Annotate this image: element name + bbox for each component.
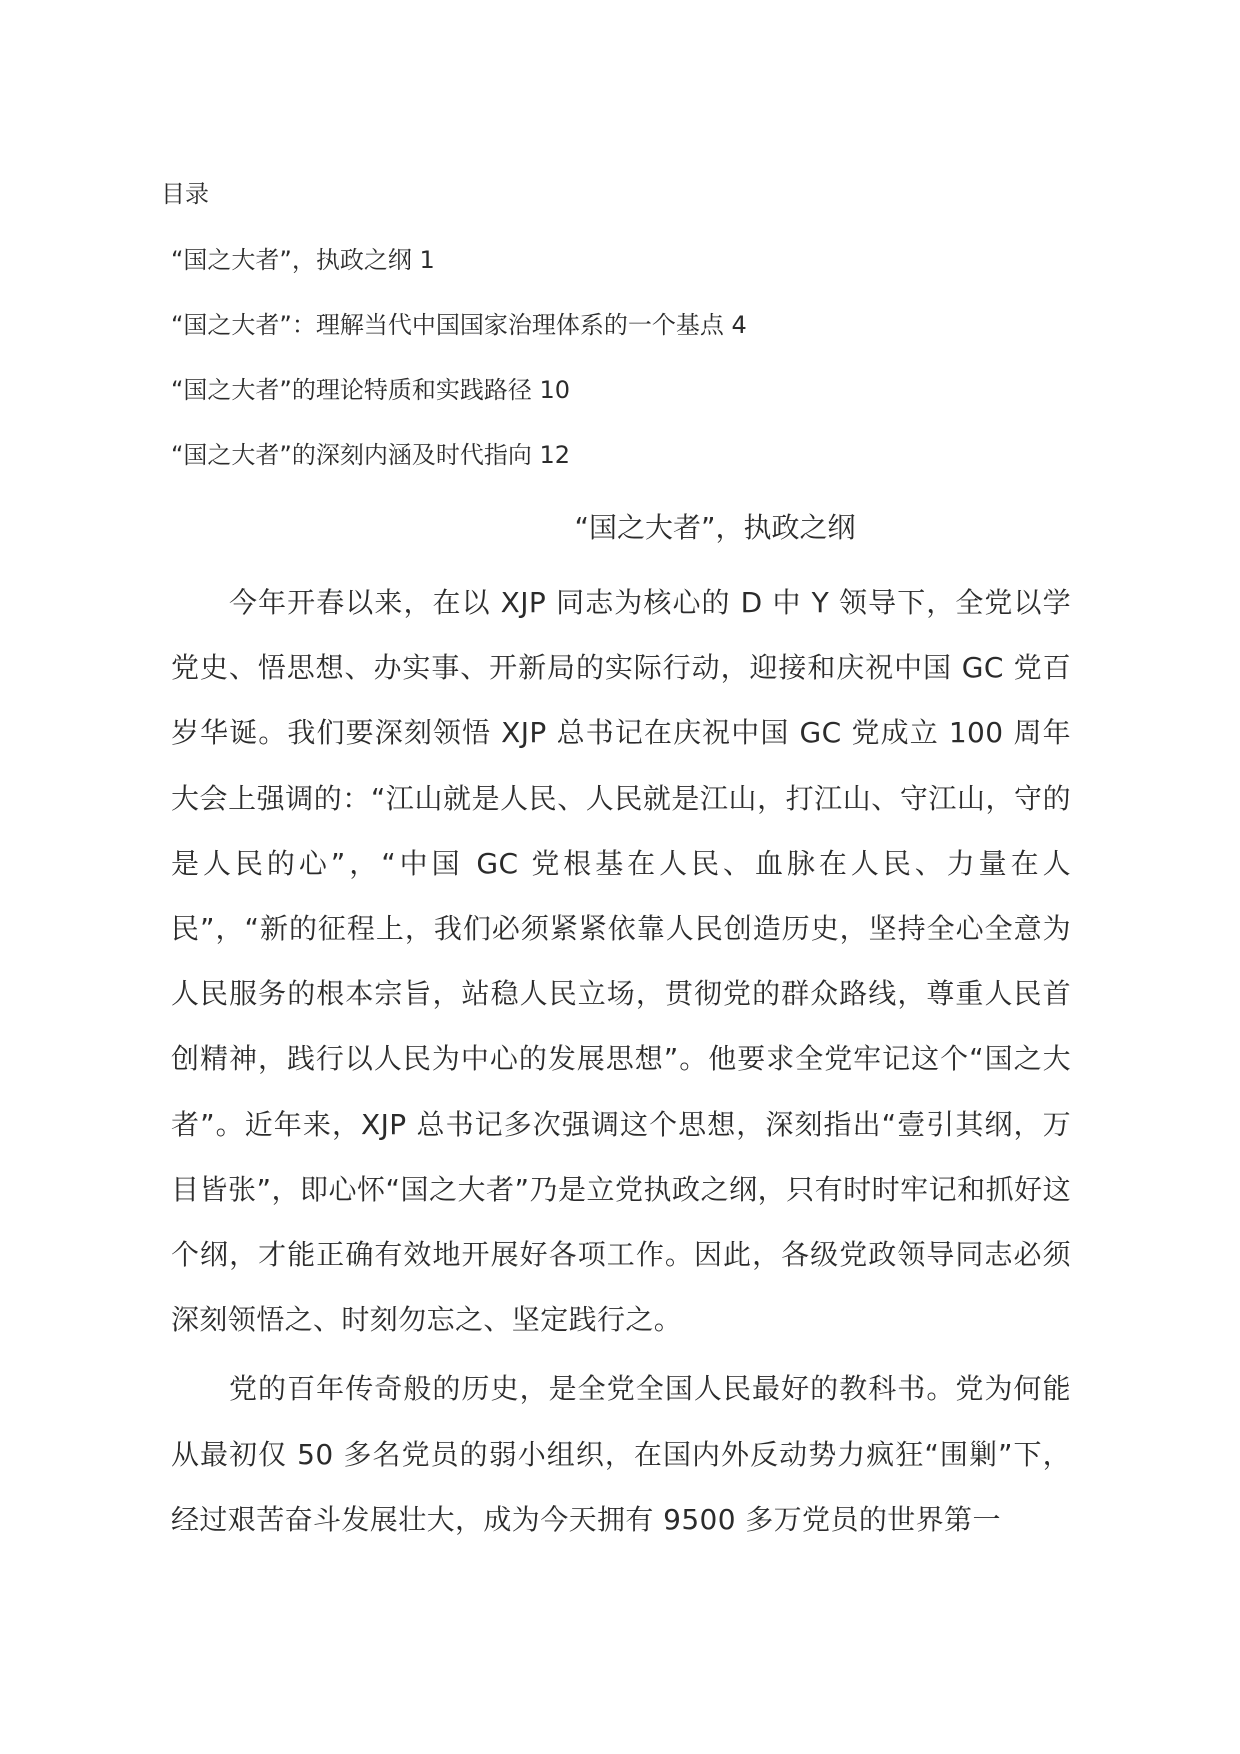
- article-title: “国之大者”，执政之纲: [574, 511, 856, 544]
- toc-entry[interactable]: “国之大者”的理论特质和实践路径 10: [171, 376, 571, 404]
- body-paragraph: 党的百年传奇般的历史，是全党全国人民最好的教科书。党为何能从最初仅 50 多名党员的弱小组织，在国内外反动势力疯狂“围剿”下，经过艰苦奋斗发展壮大，成为今天拥有 9500 多万党员的世界第一: [171, 1372, 1071, 1536]
- toc-heading: 目录: [161, 180, 209, 208]
- toc-entry[interactable]: “国之大者”：理解当代中国国家治理体系的一个基点 4: [171, 311, 747, 339]
- article-body: [171, 570, 1071, 1556]
- table-of-contents: [171, 244, 747, 504]
- toc-entry[interactable]: “国之大者”，执政之纲 1: [171, 246, 435, 274]
- body-paragraph: 今年开春以来，在以 XJP 同志为核心的 D 中 Y 领导下，全党以学党史、悟思想、办实事、开新局的实际行动，迎接和庆祝中国 GC 党百岁华诞。我们要深刻领悟 XJP 总书记在庆祝中国 GC 党成立 100 周年大会上强调的：“江山就是人民、人民就是江山，打江山、守江山，守的是人民的心”，“中国 GC 党根基在人民、血脉在人民、力量在人民”，“新的征程上，我们必须紧紧依靠人民创造历史，坚持全心全意为人民服务的根本宗旨，站稳人民立场，贯彻党的群众路线，尊重人民首创精神，践行以人民为中心的发展思想”。他要求全党牢记这个“国之大者”。近年来，XJP 总书记多次强调这个思想，深刻指出“壹引其纲，万目皆张”，即心怀“国之大者”乃是立党执政之纲，只有时时牢记和抓好这个纲，才能正确有效地开展好各项工作。因此，各级党政领导同志必须深刻领悟之、时刻勿忘之、坚定践行之。: [171, 586, 1071, 1337]
- toc-entry[interactable]: “国之大者”的深刻内涵及时代指向 12: [171, 441, 571, 469]
